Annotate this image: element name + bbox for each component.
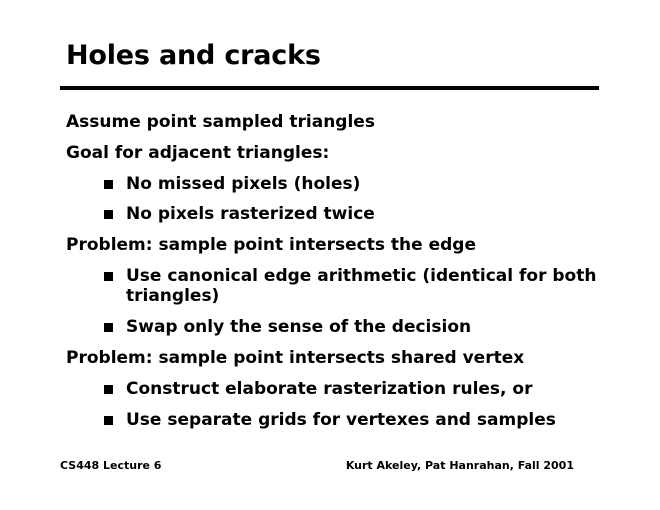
- bullet-text: Goal for adjacent triangles:: [66, 143, 330, 163]
- bullet-square-icon: [104, 272, 113, 281]
- footer-authors: Kurt Akeley, Pat Hanrahan, Fall 2001: [345, 459, 574, 472]
- title-divider: [60, 86, 599, 90]
- sub-bullet-text: Swap only the sense of the decision: [126, 317, 472, 337]
- sub-bullet-text-continued: triangles): [126, 286, 220, 306]
- bullet-text: Problem: sample point intersects shared vertex: [66, 348, 525, 368]
- bullet-square-icon: [104, 210, 113, 219]
- bullet-square-icon: [104, 180, 113, 189]
- sub-bullet-text: Use canonical edge arithmetic (identical for both: [126, 266, 597, 286]
- sub-bullet-text: Construct elaborate rasterization rules, or: [126, 379, 533, 399]
- bullet-text: Problem: sample point intersects the edge: [66, 235, 476, 255]
- bullet-square-icon: [104, 323, 113, 332]
- bullet-text: Assume point sampled triangles: [66, 112, 375, 132]
- slide-title: Holes and cracks: [66, 40, 321, 71]
- bullet-square-icon: [104, 385, 113, 394]
- sub-bullet-text: Use separate grids for vertexes and samples: [126, 410, 556, 430]
- sub-bullet-text: No missed pixels (holes): [126, 174, 361, 194]
- bullet-square-icon: [104, 416, 113, 425]
- footer-course: CS448 Lecture 6: [60, 459, 162, 472]
- sub-bullet-text: No pixels rasterized twice: [126, 204, 375, 224]
